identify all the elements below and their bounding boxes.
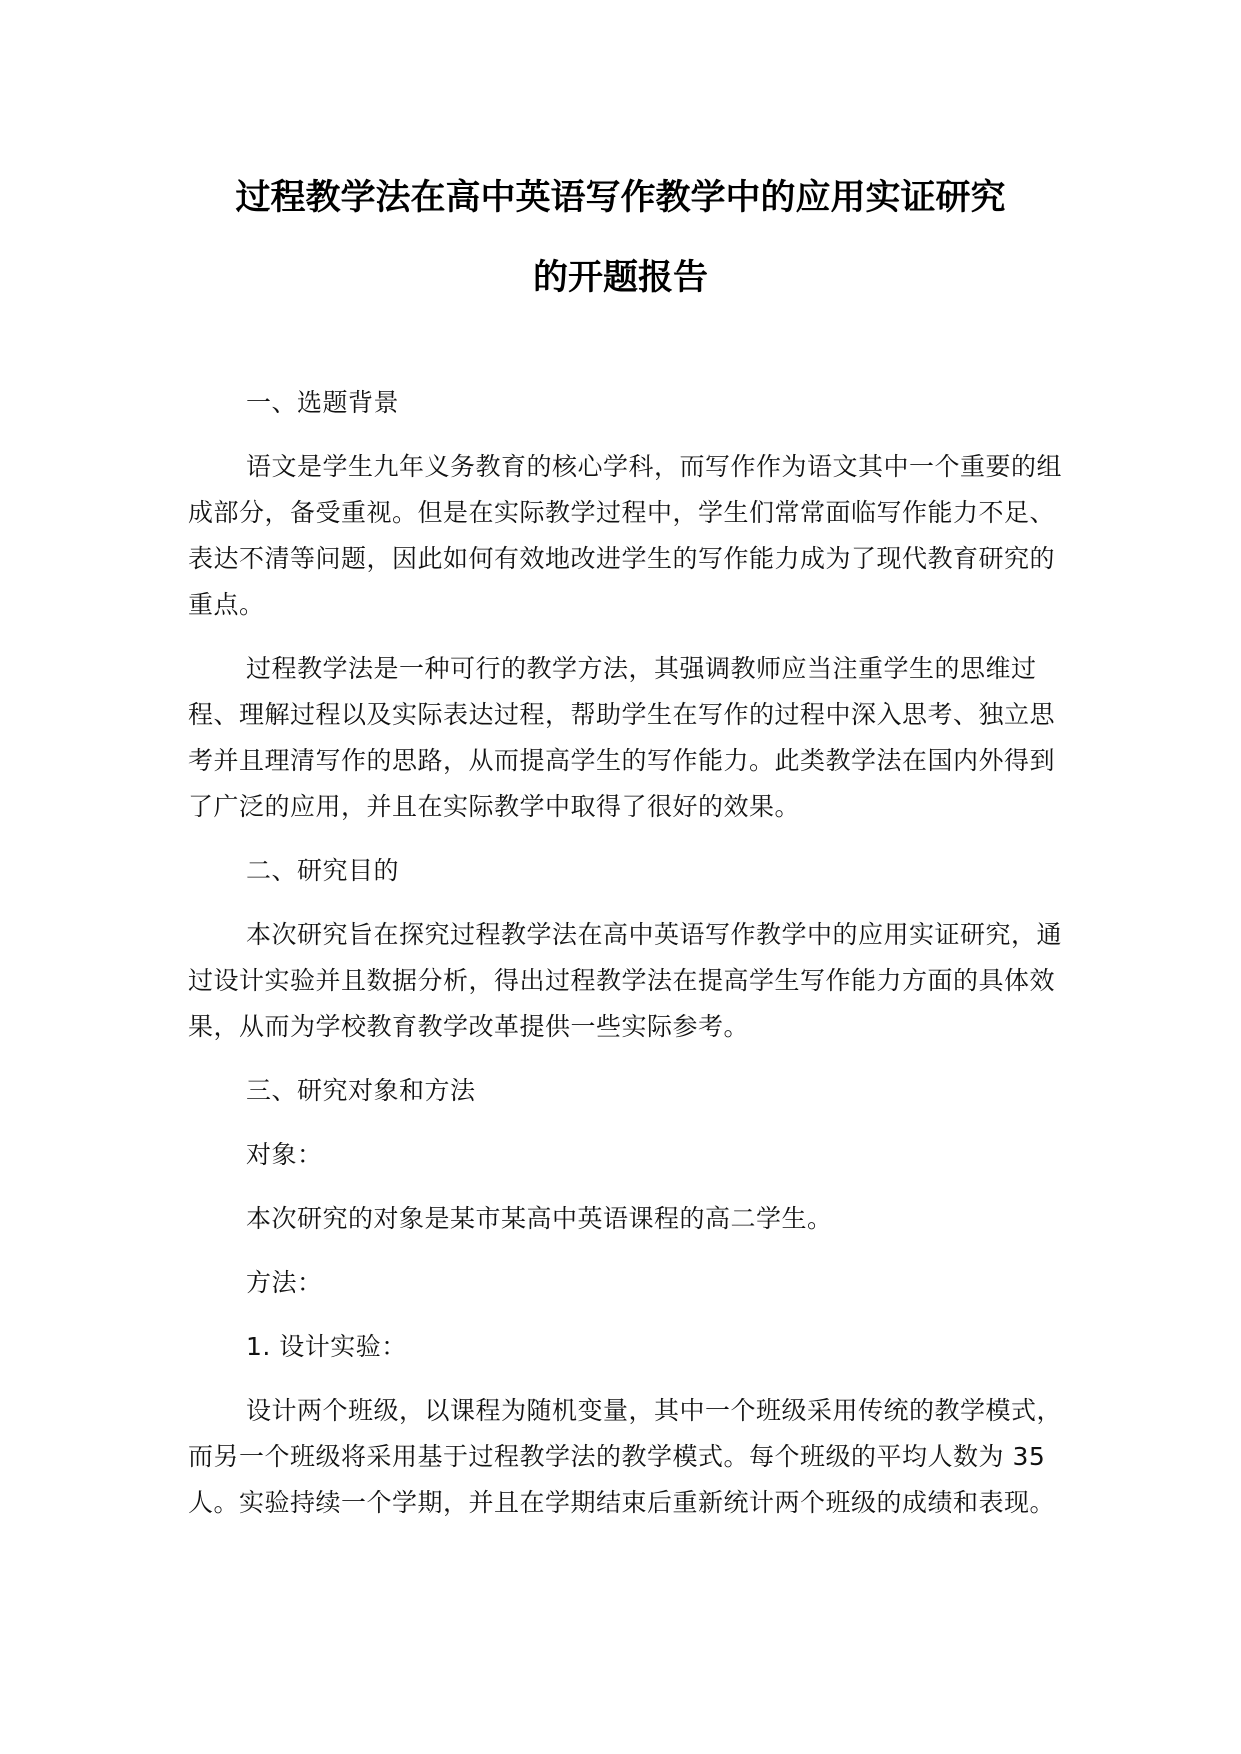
title-line-1: 过程教学法在高中英语写作教学中的应用实证研究	[235, 178, 1006, 218]
section-3-item-1-text: 设计两个班级，以课程为随机变量，其中一个班级采用传统的教学模式，而另一个班级将采用基于过程教学法的教学模式。每个班级的平均人数为 35 人。实验持续一个学期，并且在学期结束后重新统计两个班级的成绩和表现。	[188, 1396, 1063, 1517]
section-3-object-label: 对象：	[246, 1140, 323, 1169]
section-3-object-text: 本次研究的对象是某市某高中英语课程的高二学生。	[246, 1204, 833, 1233]
title-line-2: 的开题报告	[532, 258, 708, 298]
document-title	[0, 178, 1241, 298]
section-1-paragraph-1: 语文是学生九年义务教育的核心学科，而写作作为语文其中一个重要的组成部分，备受重视。但是在实际教学过程中，学生们常常面临写作能力不足、表达不清等问题，因此如何有效地改进学生的写作能力成为了现代教育研究的重点。	[188, 452, 1063, 619]
section-3-item-1-label: 1. 设计实验：	[246, 1332, 407, 1361]
section-3-method-label: 方法：	[246, 1268, 323, 1297]
document-body	[188, 380, 1068, 1526]
section-1-paragraph-2: 过程教学法是一种可行的教学方法，其强调教师应当注重学生的思维过程、理解过程以及实际表达过程，帮助学生在写作的过程中深入思考、独立思考并且理清写作的思路，从而提高学生的写作能力。此类教学法在国内外得到了广泛的应用，并且在实际教学中取得了很好的效果。	[188, 654, 1056, 821]
section-2-heading: 二、研究目的	[246, 856, 400, 885]
section-2-paragraph-1: 本次研究旨在探究过程教学法在高中英语写作教学中的应用实证研究，通过设计实验并且数据分析，得出过程教学法在提高学生写作能力方面的具体效果，从而为学校教育教学改革提供一些实际参考。	[188, 920, 1063, 1041]
section-1-heading: 一、选题背景	[246, 388, 400, 417]
section-3-heading: 三、研究对象和方法	[246, 1076, 476, 1105]
